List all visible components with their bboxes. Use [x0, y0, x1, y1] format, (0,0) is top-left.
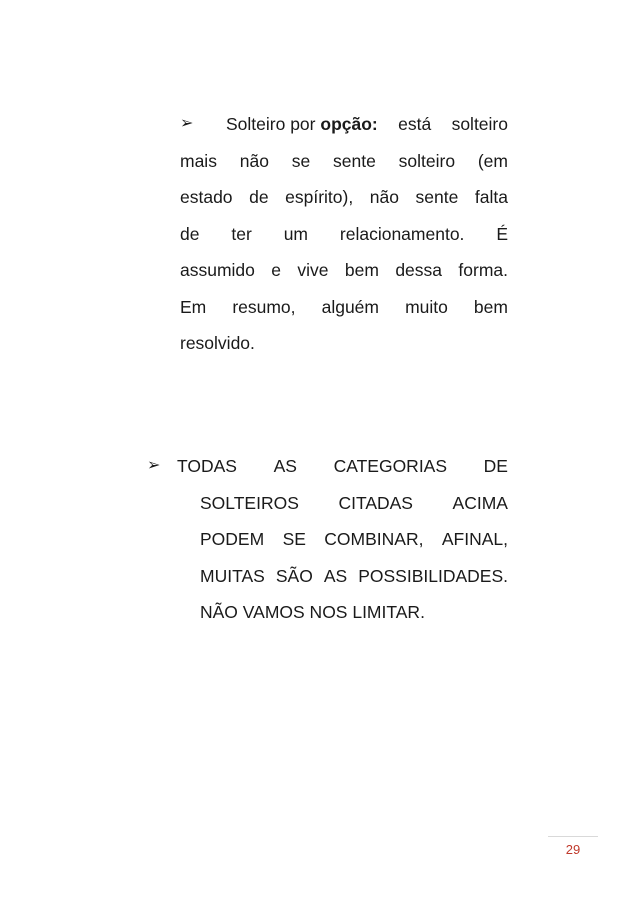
paragraph1-line-4: de ter um relacionamento. É [180, 223, 508, 244]
paragraph1-line-2: mais não se sente solteiro (em [180, 150, 508, 171]
paragraph2-line-5: NÃO VAMOS NOS LIMITAR. [200, 602, 425, 622]
paragraph2-line-4: MUITAS SÃO AS POSSIBILIDADES. [200, 565, 508, 586]
arrow-bullet-icon: ➢ [147, 457, 161, 474]
paragraph1-line-7: resolvido. [180, 333, 255, 353]
line1-word: está [398, 114, 432, 134]
line1-word: solteiro [451, 114, 508, 134]
arrow-bullet-icon: ➢ [180, 115, 194, 132]
paragraph1-line-6: Em resumo, alguém muito bem [180, 296, 508, 317]
paragraph1-line-5: assumido e vive bem dessa forma. [180, 260, 508, 280]
paragraph-solteiro-por-opcao [180, 106, 508, 362]
page-number: 29 [565, 842, 581, 857]
paragraph2-line-2: SOLTEIROS CITADAS ACIMA [200, 492, 508, 513]
paragraph-todas-as-categorias [147, 448, 508, 631]
line1-prefix: Solteiro por opção: [226, 114, 378, 134]
paragraph1-line-1 [180, 106, 508, 143]
paragraph2-line-1: ➢ TODAS AS CATEGORIAS DE [147, 448, 508, 485]
page-number-rule [548, 836, 598, 837]
paragraph2-line-3: PODEM SE COMBINAR, AFINAL, [200, 529, 508, 549]
paragraph1-line-3: estado de espírito), não sente falta [180, 187, 508, 207]
